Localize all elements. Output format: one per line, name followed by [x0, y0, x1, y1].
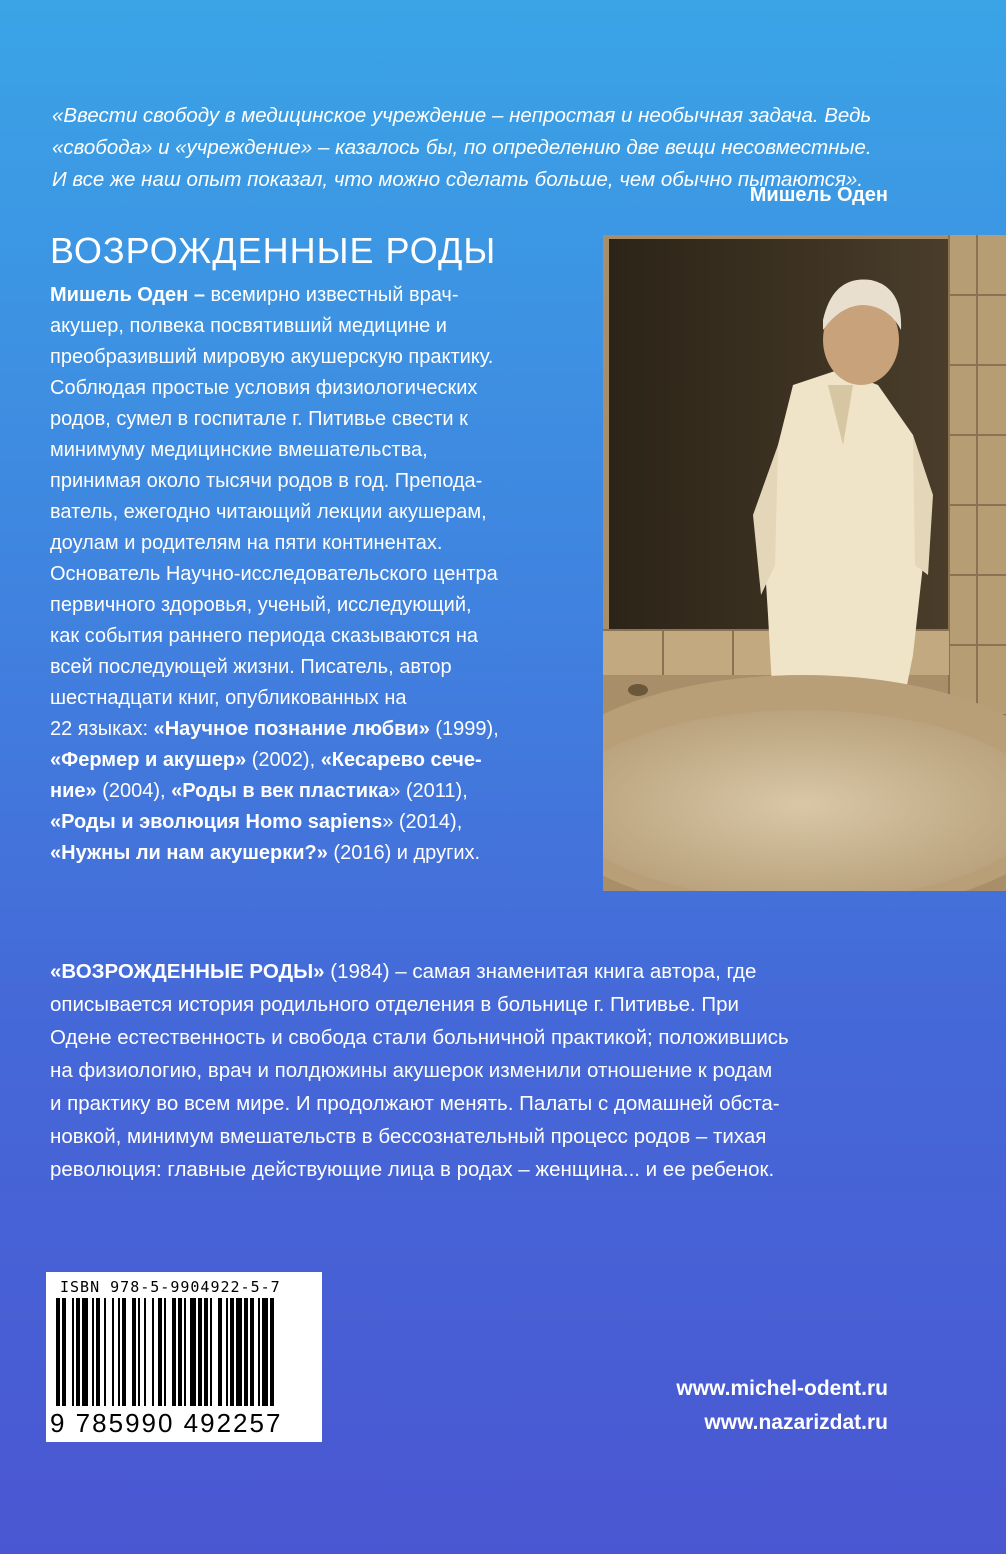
- barcode-bar: [118, 1298, 120, 1406]
- bio-line: [50, 311, 595, 342]
- text-segment: всемирно известный врач-: [204, 284, 459, 306]
- text-segment: описывается история родильного отделения в больнице г. Питивье. При: [50, 993, 740, 1016]
- barcode-bar: [244, 1298, 248, 1406]
- barcode-bar: [270, 1298, 274, 1406]
- text-segment: шестнадцати книг, опубликованных на: [50, 687, 407, 709]
- bio-line: [50, 373, 595, 404]
- text-segment: новкой, минимум вмешательств в бессознательный процесс родов – тихая: [50, 1125, 767, 1148]
- text-segment: акушер, полвека посвятивший медицине и: [50, 315, 447, 337]
- book-title: ВОЗРОЖДЕННЫЕ РОДЫ: [50, 230, 497, 271]
- barcode-bar: [164, 1298, 166, 1406]
- bio-line: [50, 807, 595, 838]
- url-author-site[interactable]: www.michel-odent.ru: [676, 1377, 888, 1400]
- bio-line: [50, 745, 595, 776]
- bio-line: [50, 683, 595, 714]
- barcode-bar: [250, 1298, 254, 1406]
- barcode-bar: [210, 1298, 212, 1406]
- quote-line: «свобода» и «учреждение» – казалось бы, по определению две вещи несовместные.: [52, 136, 872, 159]
- text-segment: (1984) – самая знаменитая книга автора, где: [324, 960, 757, 983]
- barcode-bar: [218, 1298, 222, 1406]
- text-segment: ватель, ежегодно читающий лекции акушерам,: [50, 501, 487, 523]
- barcode-bar: [236, 1298, 242, 1406]
- barcode-bars: [56, 1298, 312, 1410]
- bio-line: [50, 621, 595, 652]
- isbn-label: ISBN 978-5-9904922-5-7: [60, 1278, 281, 1296]
- bio-line: [50, 280, 595, 311]
- description-line: [50, 988, 920, 1021]
- barcode-bar: [132, 1298, 136, 1406]
- description-line: [50, 1120, 920, 1153]
- text-segment: (2002),: [246, 749, 321, 771]
- bio-line: [50, 714, 595, 745]
- bio-line: [50, 776, 595, 807]
- barcode-bar: [184, 1298, 186, 1406]
- barcode-bar: [204, 1298, 208, 1406]
- barcode-bar: [258, 1298, 260, 1406]
- barcode-bar: [226, 1298, 228, 1406]
- bold-text-segment: «Роды и эволюция Homo sapiens: [50, 811, 383, 833]
- text-segment: преобразивший мировую акушерскую практику.: [50, 346, 494, 368]
- description-line: [50, 1054, 920, 1087]
- barcode-bar: [104, 1298, 106, 1406]
- bio-line: [50, 342, 595, 373]
- barcode-bar: [96, 1298, 100, 1406]
- barcode-bar: [72, 1298, 74, 1406]
- author-photo: [603, 235, 1006, 891]
- barcode-bar: [262, 1298, 268, 1406]
- text-segment: минимуму медицинские вмешательства,: [50, 439, 428, 461]
- quote-line: «Ввести свободу в медицинское учреждение – непростая и необычная задача. Ведь: [52, 104, 872, 127]
- text-segment: революция: главные действующие лица в родах – женщина... и ее ребенок.: [50, 1158, 775, 1181]
- bold-text-segment: «Нужны ли нам акушерки?»: [50, 842, 328, 864]
- description-line: [50, 1021, 920, 1054]
- text-segment: принимая около тысячи родов в год. Препода-: [50, 470, 483, 492]
- url-publisher-site[interactable]: www.nazarizdat.ru: [704, 1411, 888, 1434]
- bio-line: [50, 404, 595, 435]
- bold-text-segment: Мишель Оден –: [50, 284, 205, 306]
- text-segment: доулам и родителям на пяти континентах.: [50, 532, 443, 554]
- text-segment: всей последующей жизни. Писатель, автор: [50, 656, 452, 678]
- barcode-bar: [230, 1298, 234, 1406]
- text-segment: и практику во всем мире. И продолжают менять. Палаты с домашней обста-: [50, 1092, 780, 1115]
- barcode-bar: [198, 1298, 202, 1406]
- barcode-bar: [56, 1298, 60, 1406]
- barcode-bar: [112, 1298, 114, 1406]
- author-photo-illustration: [603, 235, 1006, 891]
- barcode-bar: [178, 1298, 182, 1406]
- text-segment: Одене естественность и свобода стали больничной практикой; положившись: [50, 1026, 789, 1049]
- barcode-bar: [76, 1298, 80, 1406]
- text-segment: 22 языках:: [50, 718, 154, 740]
- text-segment: на физиологию, врач и полдюжины акушерок изменили отношение к родам: [50, 1059, 773, 1082]
- quote-line: И все же наш опыт показал, что можно сделать больше, чем обычно пытаются».: [52, 168, 864, 191]
- bio-line: [50, 435, 595, 466]
- bold-text-segment: «Научное познание любви»: [153, 718, 430, 740]
- bio-line: [50, 652, 595, 683]
- bio-line: [50, 838, 595, 869]
- quote-author: Мишель Оден: [749, 184, 888, 206]
- barcode-bar: [172, 1298, 176, 1406]
- author-biography: [50, 280, 595, 869]
- barcode-bar: [82, 1298, 88, 1406]
- bio-line: [50, 466, 595, 497]
- text-segment: Соблюдая простые условия физиологических: [50, 377, 478, 399]
- bio-line: [50, 590, 595, 621]
- description-line: [50, 1087, 920, 1120]
- barcode-bar: [158, 1298, 162, 1406]
- text-segment: (2004),: [96, 780, 172, 802]
- bio-line: [50, 528, 595, 559]
- text-segment: первичного здоровья, ученый, исследующий,: [50, 594, 472, 616]
- text-segment: » (2014),: [382, 811, 463, 833]
- bold-text-segment: «ВОЗРОЖДЕННЫЕ РОДЫ»: [50, 960, 325, 983]
- text-segment: как события раннего периода сказываются на: [50, 625, 478, 647]
- bold-text-segment: «Кесарево сече-: [320, 749, 482, 771]
- isbn-digits: 9 785990 492257: [50, 1408, 283, 1438]
- book-description: [50, 955, 920, 1186]
- bio-line: [50, 559, 595, 590]
- bio-line: [50, 497, 595, 528]
- bold-text-segment: «Фермер и акушер»: [50, 749, 247, 771]
- epigraph-quote: [52, 100, 922, 196]
- text-segment: » (2011),: [389, 780, 468, 802]
- barcode-bar: [190, 1298, 196, 1406]
- description-line: [50, 955, 920, 988]
- barcode-bar: [92, 1298, 94, 1406]
- bold-text-segment: «Роды в век пластика: [171, 780, 390, 802]
- barcode-bar: [138, 1298, 140, 1406]
- publisher-urls: [676, 1372, 888, 1440]
- barcode-bar: [152, 1298, 154, 1406]
- barcode-bar: [122, 1298, 126, 1406]
- barcode-bar: [144, 1298, 146, 1406]
- description-line: [50, 1153, 920, 1186]
- barcode-bar: [62, 1298, 66, 1406]
- text-segment: родов, сумел в госпитале г. Питивье свести к: [50, 408, 468, 430]
- isbn-barcode: [46, 1272, 322, 1442]
- text-segment: (1999),: [429, 718, 499, 740]
- text-segment: Основатель Научно-исследовательского центра: [50, 563, 498, 585]
- text-segment: (2016) и других.: [327, 842, 481, 864]
- bold-text-segment: ние»: [50, 780, 97, 802]
